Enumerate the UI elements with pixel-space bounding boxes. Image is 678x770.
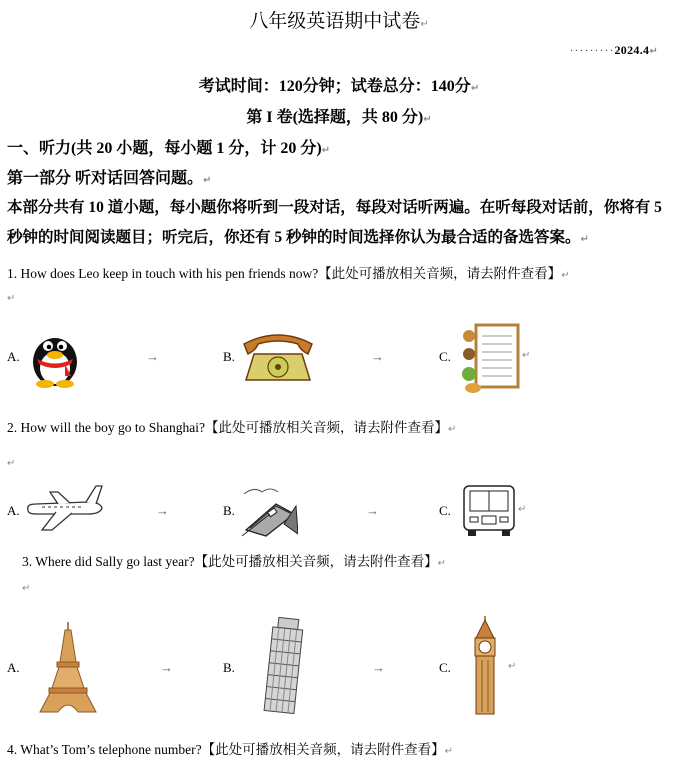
instructions: 本部分共有 10 道小题，每小题你将听到一段对话，每段对话听两遍。在听每段对话前，你将有 5 秒钟的时间阅读题目；听完后，你还有 5 秒钟的时间选择你认为最合适的备选答案。↵	[7, 199, 662, 246]
leaning-tower-pisa-icon	[242, 612, 316, 720]
option-b-label: B.	[223, 660, 235, 675]
airplane-icon	[22, 482, 104, 534]
telephone-icon	[240, 330, 316, 382]
train-icon	[240, 484, 298, 538]
eiffel-tower-icon	[38, 622, 98, 714]
question-4: 4. What’s Tom’s telephone number?【此处可播放相关音频，请去附件查看】↵	[7, 742, 454, 757]
bus-icon	[460, 482, 518, 538]
qq-penguin-icon	[25, 326, 85, 388]
option-a-label: A.	[7, 660, 20, 675]
letter-paper-icon	[460, 322, 522, 394]
section-heading: 一、听力(共 20 小题，每小题 1 分，计 20 分)↵	[7, 140, 331, 157]
big-ben-icon	[470, 616, 500, 716]
option-a-label: A.	[7, 349, 20, 364]
part-heading: 第 I 卷(选择题，共 80 分)↵	[246, 109, 432, 126]
exam-date: ·········2024.4↵	[569, 43, 658, 57]
option-b-label: B.	[223, 349, 235, 364]
option-c-label: C.	[439, 660, 451, 675]
option-c-label: C.	[439, 349, 451, 364]
option-c-label: C.	[439, 503, 451, 518]
option-b-label: B.	[223, 503, 235, 518]
question-3: 3. Where did Sally go last year?【此处可播放相关音频，请去附件查看】↵	[22, 554, 446, 569]
question-1: 1. How does Leo keep in touch with his pen friends now?【此处可播放相关音频，请去附件查看】↵	[7, 266, 570, 281]
subsection-heading: 第一部分 听对话回答问题。↵	[7, 170, 212, 187]
exam-info: 考试时间：120分钟；试卷总分：140分↵	[198, 78, 480, 95]
question-2: 2. How will the boy go to Shanghai?【此处可播放相关音频，请去附件查看】↵	[7, 420, 457, 435]
page-title: 八年级英语期中试卷↵	[249, 11, 429, 32]
option-a-label: A.	[7, 503, 20, 518]
